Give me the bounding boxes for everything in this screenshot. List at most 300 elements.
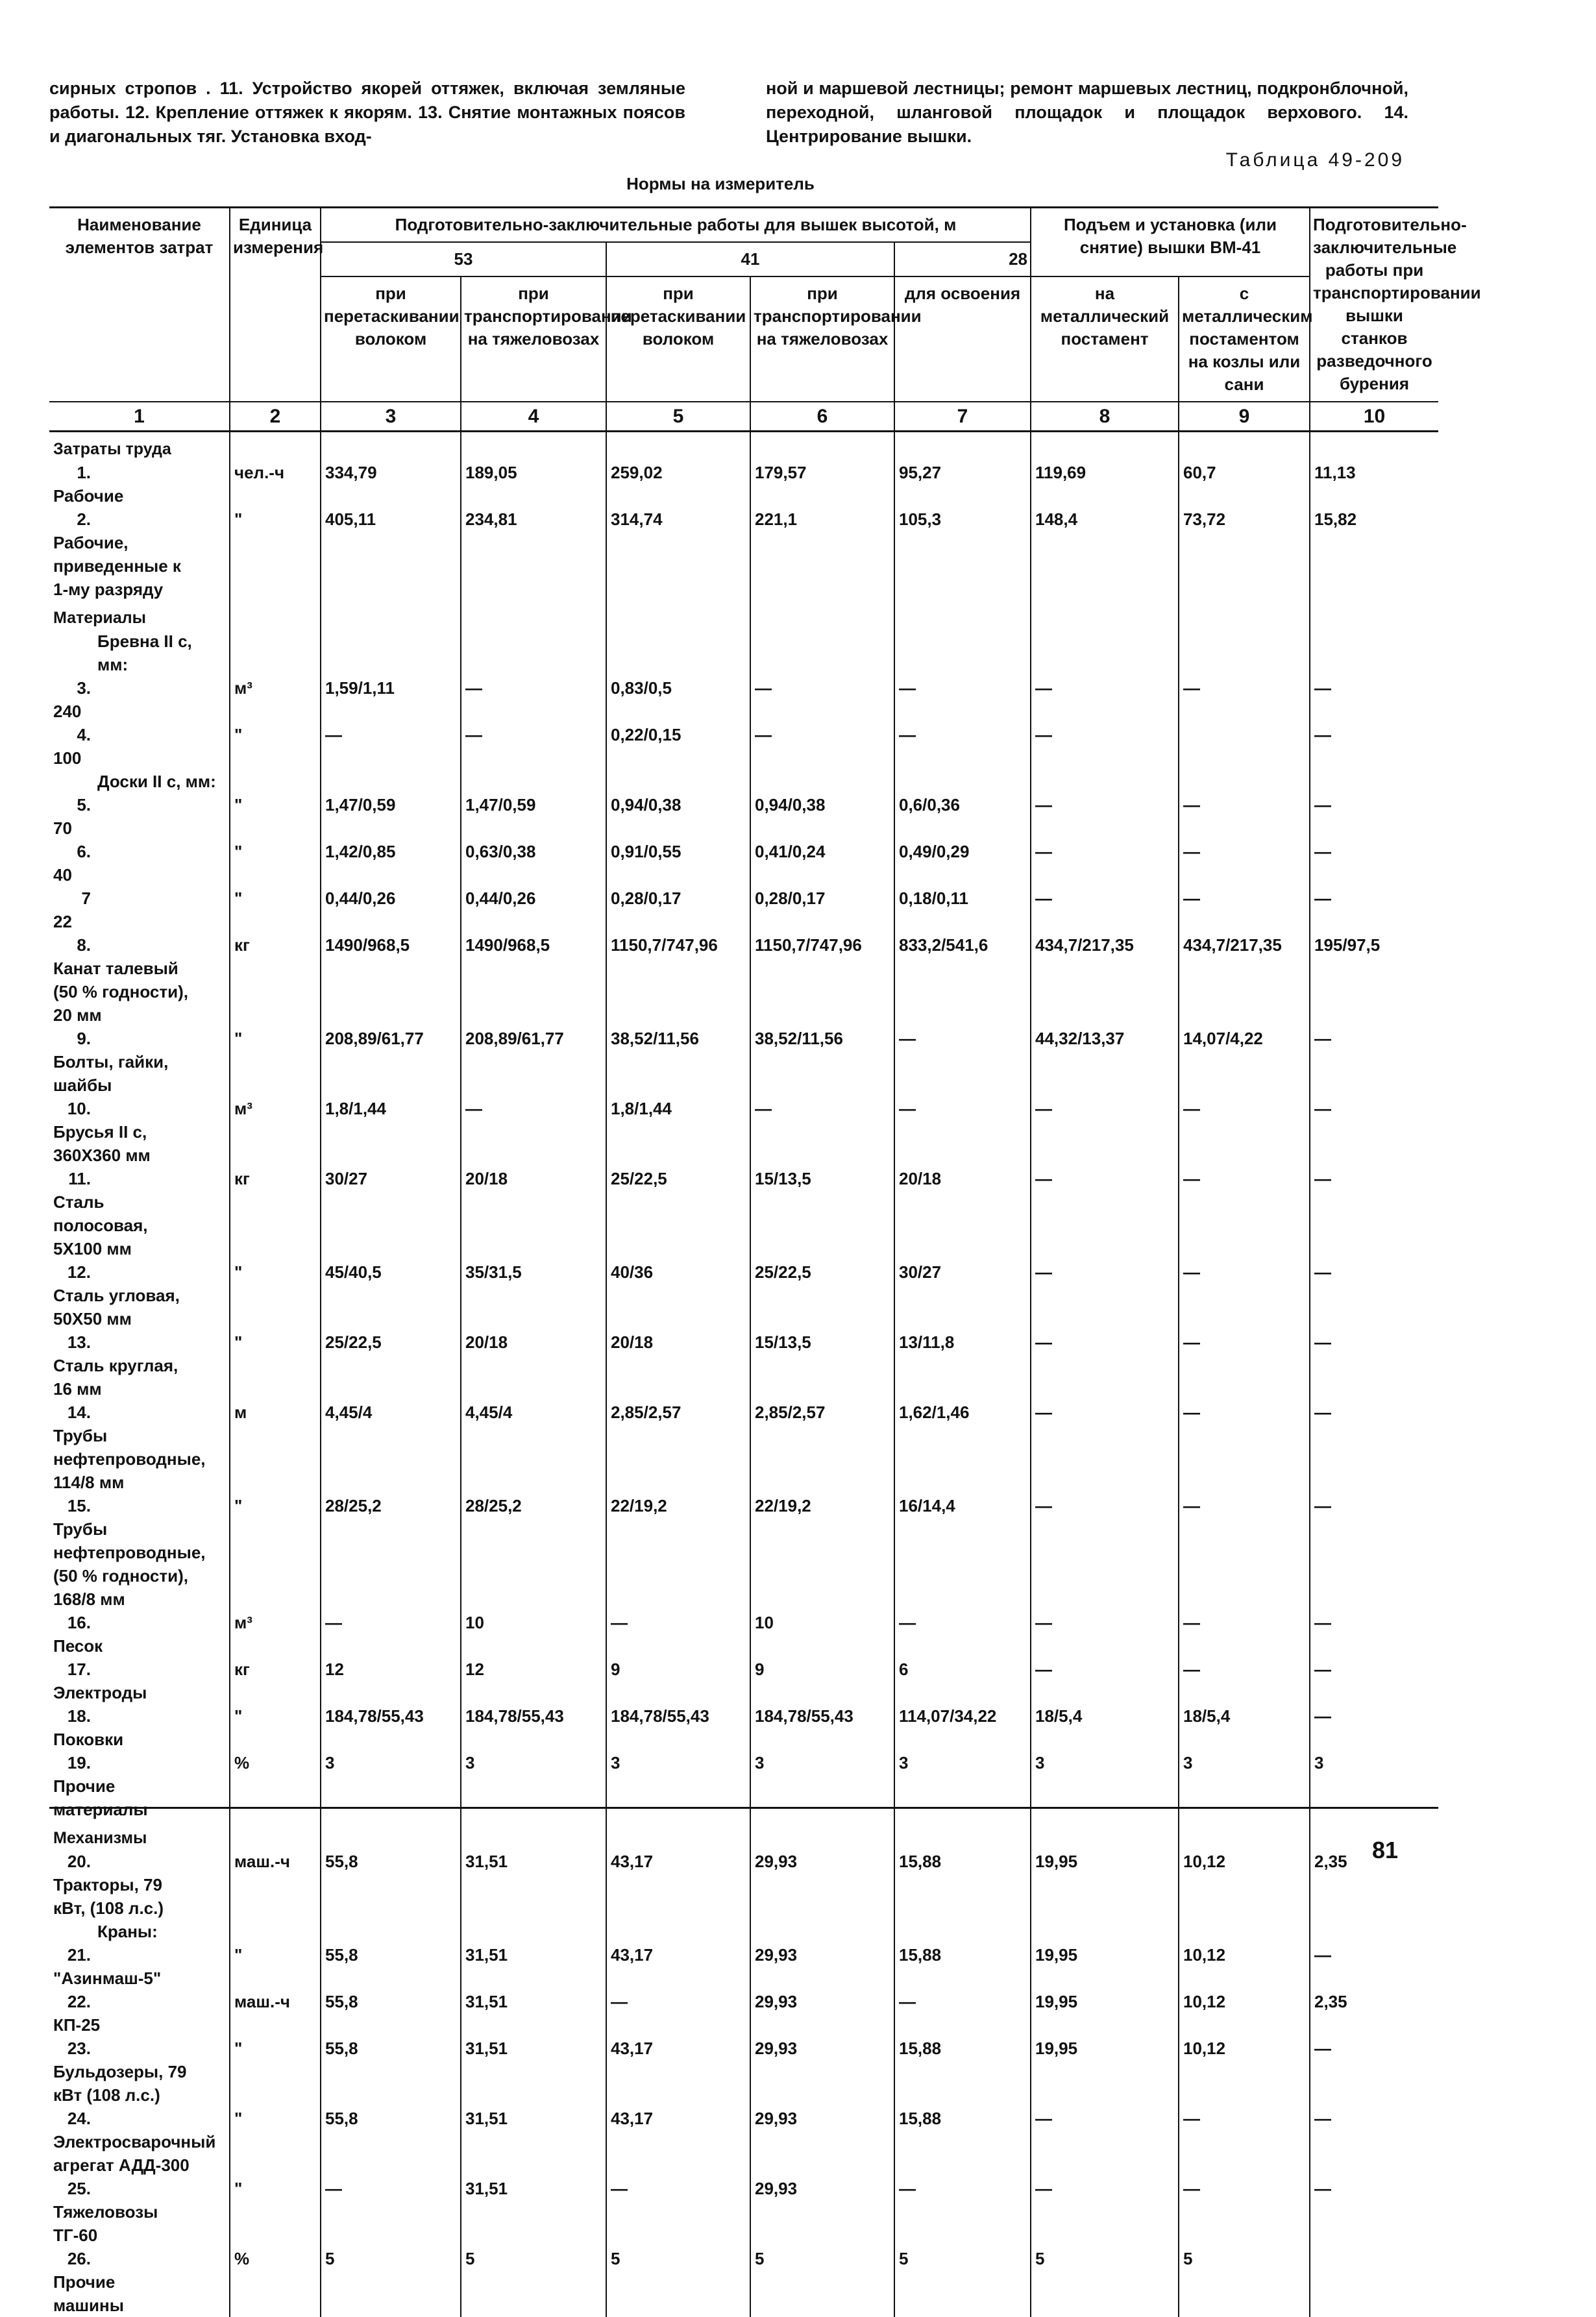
row-unit: " xyxy=(230,1027,321,1097)
row-name: Электросварочный агрегат АДД-300 xyxy=(53,2130,190,2177)
row-value: — xyxy=(461,723,606,770)
header-heavy-53: при транспортировании на тяжеловозах xyxy=(461,276,606,402)
row-value: 15,88 xyxy=(894,1850,1031,1920)
row-number: 4. xyxy=(53,723,91,746)
empty-cell xyxy=(606,770,750,793)
row-name-cell xyxy=(49,2177,230,2247)
row-name-cell xyxy=(49,887,230,933)
row-value: 19,95 xyxy=(1031,1990,1179,2037)
row-value: — xyxy=(1031,676,1179,723)
row-value: 43,17 xyxy=(606,2037,750,2107)
empty-cell xyxy=(461,601,606,630)
row-value: 28/25,2 xyxy=(321,1494,461,1611)
row-name-cell xyxy=(49,1990,230,2037)
row-value: 5 xyxy=(321,2247,461,2317)
row-value: — xyxy=(1031,840,1179,887)
section-heading xyxy=(49,432,230,461)
table-row xyxy=(49,1704,1438,1751)
empty-cell xyxy=(606,630,750,676)
row-value: — xyxy=(894,2177,1031,2247)
empty-cell xyxy=(750,770,894,793)
subsection-heading xyxy=(49,770,230,793)
row-number: 5. xyxy=(53,793,91,816)
row-value: 30/27 xyxy=(894,1260,1031,1330)
table-row xyxy=(49,676,1438,723)
row-value: 119,69 xyxy=(1031,461,1179,508)
row-value: — xyxy=(1310,1658,1438,1704)
table-row xyxy=(49,840,1438,887)
row-value: 13/11,8 xyxy=(894,1330,1031,1401)
row-value: — xyxy=(1031,1401,1179,1494)
row-value xyxy=(1179,723,1310,770)
row-unit: " xyxy=(230,1704,321,1751)
row-unit: " xyxy=(230,1494,321,1611)
row-name: 22 xyxy=(53,910,190,933)
header-unit-column: Единица измерения xyxy=(230,208,321,402)
table-row xyxy=(49,2247,1438,2317)
table-number-label: Таблица 49-209 xyxy=(1226,149,1405,171)
row-value: — xyxy=(606,1611,750,1658)
row-value: — xyxy=(1310,2107,1438,2177)
empty-cell xyxy=(606,1920,750,1943)
norms-table xyxy=(49,206,1438,2317)
empty-cell xyxy=(750,1920,894,1943)
row-unit: " xyxy=(230,2177,321,2247)
row-value: — xyxy=(1031,1658,1179,1704)
empty-cell xyxy=(606,1821,750,1850)
row-value: 0,28/0,17 xyxy=(750,887,894,933)
row-value: 3 xyxy=(750,1751,894,1821)
row-number: 20. xyxy=(53,1850,91,1873)
row-value: — xyxy=(1031,1260,1179,1330)
row-value: 31,51 xyxy=(461,1850,606,1920)
row-value: 2,85/2,57 xyxy=(750,1401,894,1494)
row-value: — xyxy=(1179,1611,1310,1658)
empty-cell xyxy=(461,432,606,461)
row-name: 240 xyxy=(53,700,190,723)
header-height-28: 28 xyxy=(894,242,1031,276)
table-row xyxy=(49,1097,1438,1167)
row-value: — xyxy=(461,676,606,723)
row-name-cell xyxy=(49,1611,230,1658)
empty-cell xyxy=(230,601,321,630)
header-lift-group: Подъем и установка (или снятие) вышки ВМ-41 xyxy=(1031,208,1310,277)
row-value: 3 xyxy=(1310,1751,1438,1821)
row-value: 55,8 xyxy=(321,2037,461,2107)
row-value: — xyxy=(1179,793,1310,840)
row-unit: " xyxy=(230,793,321,840)
row-value: 5 xyxy=(606,2247,750,2317)
row-name: Сталь угловая, 50Х50 мм xyxy=(53,1284,190,1330)
row-unit: м³ xyxy=(230,676,321,723)
row-name: КП-25 xyxy=(53,2013,190,2037)
row-value: 0,44/0,26 xyxy=(461,887,606,933)
table-row xyxy=(49,1850,1438,1920)
row-name: Электроды xyxy=(53,1681,190,1704)
column-number: 1 xyxy=(49,402,230,432)
row-value: 29,93 xyxy=(750,2107,894,2177)
row-value: 5 xyxy=(894,2247,1031,2317)
row-value: 434,7/217,35 xyxy=(1179,933,1310,1027)
row-name-cell xyxy=(49,2247,230,2317)
row-value: 179,57 xyxy=(750,461,894,508)
section-title: Материалы xyxy=(53,609,146,627)
row-value: 29,93 xyxy=(750,1850,894,1920)
empty-cell xyxy=(461,770,606,793)
row-value: 208,89/61,77 xyxy=(461,1027,606,1097)
row-value: 15,88 xyxy=(894,2037,1031,2107)
row-value: 55,8 xyxy=(321,1990,461,2037)
row-name: Трубы нефтепроводные, (50 % годности), 168/8 мм xyxy=(53,1517,190,1611)
row-value: — xyxy=(894,1990,1031,2037)
row-number: 1. xyxy=(53,461,91,484)
row-value: 31,51 xyxy=(461,2107,606,2177)
row-unit: кг xyxy=(230,1658,321,1704)
row-number: 18. xyxy=(53,1704,91,1728)
table-row xyxy=(49,1990,1438,2037)
row-value: — xyxy=(1031,1330,1179,1401)
row-value: 10,12 xyxy=(1179,2037,1310,2107)
row-value: 3 xyxy=(1179,1751,1310,1821)
row-number: 19. xyxy=(53,1751,91,1774)
row-value: 22/19,2 xyxy=(606,1494,750,1611)
row-name: Сталь круглая, 16 мм xyxy=(53,1354,190,1401)
row-name: Поковки xyxy=(53,1728,190,1751)
row-unit: " xyxy=(230,2037,321,2107)
row-value: 0,44/0,26 xyxy=(321,887,461,933)
column-number: 4 xyxy=(461,402,606,432)
row-value: 184,78/55,43 xyxy=(606,1704,750,1751)
bottom-rule xyxy=(49,1807,1438,1809)
row-value: — xyxy=(894,676,1031,723)
row-name: "Азинмаш-5" xyxy=(53,1967,190,1990)
row-value: 43,17 xyxy=(606,1943,750,1990)
empty-cell xyxy=(1179,432,1310,461)
row-value: 184,78/55,43 xyxy=(750,1704,894,1751)
empty-cell xyxy=(1031,432,1179,461)
row-number: 2. xyxy=(53,508,91,531)
row-value: 1,8/1,44 xyxy=(321,1097,461,1167)
empty-cell xyxy=(894,601,1031,630)
empty-cell xyxy=(461,1920,606,1943)
row-value: 25/22,5 xyxy=(750,1260,894,1330)
page-number: 81 xyxy=(1372,1837,1398,1864)
row-value: 1,47/0,59 xyxy=(461,793,606,840)
row-value: 15/13,5 xyxy=(750,1330,894,1401)
row-value: 4,45/4 xyxy=(321,1401,461,1494)
row-value: 15,88 xyxy=(894,2107,1031,2177)
row-number: 23. xyxy=(53,2037,91,2060)
row-value: — xyxy=(1310,1330,1438,1401)
header-prep-group: Подготовительно-заключительные работы для вышек высотой, м xyxy=(321,208,1031,243)
row-unit: " xyxy=(230,508,321,601)
empty-cell xyxy=(230,630,321,676)
row-value: 19,95 xyxy=(1031,2037,1179,2107)
table-row xyxy=(49,1751,1438,1821)
empty-cell xyxy=(1179,1920,1310,1943)
row-unit: " xyxy=(230,840,321,887)
empty-cell xyxy=(321,432,461,461)
row-name-cell xyxy=(49,2037,230,2107)
row-value: 0,83/0,5 xyxy=(606,676,750,723)
row-name-cell xyxy=(49,461,230,508)
row-value: 833,2/541,6 xyxy=(894,933,1031,1027)
column-number: 9 xyxy=(1179,402,1310,432)
row-value: — xyxy=(1179,2177,1310,2247)
row-value: — xyxy=(461,1097,606,1167)
row-value: 3 xyxy=(321,1751,461,1821)
row-value: 1,8/1,44 xyxy=(606,1097,750,1167)
row-value: 3 xyxy=(461,1751,606,1821)
header-last-column: Подготовительно-заключительные работы при транспортировании вышки станков разведочного бурения xyxy=(1310,208,1438,402)
header-heavy-41: при транспортировании на тяжеловозах xyxy=(750,276,894,402)
row-value: — xyxy=(606,1990,750,2037)
row-name-cell xyxy=(49,1704,230,1751)
row-value: 3 xyxy=(606,1751,750,1821)
table-row xyxy=(49,1611,1438,1658)
section-title: Механизмы xyxy=(53,1829,147,1847)
row-number: 9. xyxy=(53,1027,91,1050)
empty-cell xyxy=(321,1821,461,1850)
row-value: 18/5,4 xyxy=(1031,1704,1179,1751)
row-value: 1490/968,5 xyxy=(461,933,606,1027)
empty-cell xyxy=(750,601,894,630)
row-value: — xyxy=(1031,793,1179,840)
row-value: 55,8 xyxy=(321,1943,461,1990)
row-number: 21. xyxy=(53,1943,91,1967)
empty-cell xyxy=(1031,630,1179,676)
row-name: Трубы нефтепроводные, 114/8 мм xyxy=(53,1424,190,1494)
row-value: 43,17 xyxy=(606,2107,750,2177)
row-value: 10,12 xyxy=(1179,1943,1310,1990)
row-value: — xyxy=(1310,1704,1438,1751)
empty-cell xyxy=(230,1821,321,1850)
row-value: — xyxy=(1179,1658,1310,1704)
row-value: 0,28/0,17 xyxy=(606,887,750,933)
row-unit: чел.-ч xyxy=(230,461,321,508)
row-value: 31,51 xyxy=(461,1990,606,2037)
row-number: 3. xyxy=(53,676,91,700)
row-value: 184,78/55,43 xyxy=(321,1704,461,1751)
row-number: 26. xyxy=(53,2247,91,2270)
row-value: 15,88 xyxy=(894,1943,1031,1990)
section-title: Затраты труда xyxy=(53,440,171,458)
row-name-cell xyxy=(49,676,230,723)
row-value: 28/25,2 xyxy=(461,1494,606,1611)
row-value: 0,91/0,55 xyxy=(606,840,750,887)
section-heading xyxy=(49,601,230,630)
row-name-cell xyxy=(49,508,230,601)
row-value: — xyxy=(1310,840,1438,887)
row-value: 434,7/217,35 xyxy=(1031,933,1179,1027)
row-value: 15,82 xyxy=(1310,508,1438,601)
row-value: 38,52/11,56 xyxy=(606,1027,750,1097)
row-number: 13. xyxy=(53,1330,91,1354)
empty-cell xyxy=(230,432,321,461)
empty-cell xyxy=(1031,601,1179,630)
row-value: 44,32/13,37 xyxy=(1031,1027,1179,1097)
column-number: 7 xyxy=(894,402,1031,432)
empty-cell xyxy=(1310,630,1438,676)
empty-cell xyxy=(1179,1821,1310,1850)
row-value: 10,12 xyxy=(1179,1850,1310,1920)
row-value: 43,17 xyxy=(606,1850,750,1920)
row-value: 20/18 xyxy=(461,1330,606,1401)
row-value: — xyxy=(1031,887,1179,933)
table-row xyxy=(49,1330,1438,1401)
row-value: — xyxy=(1179,676,1310,723)
row-value: — xyxy=(1310,1097,1438,1167)
row-unit: " xyxy=(230,887,321,933)
row-value: 2,85/2,57 xyxy=(606,1401,750,1494)
row-value: — xyxy=(321,1611,461,1658)
row-value: 148,4 xyxy=(1031,508,1179,601)
row-number: 24. xyxy=(53,2107,91,2130)
row-value: — xyxy=(1310,1167,1438,1260)
subsection-heading xyxy=(49,1920,230,1943)
row-value xyxy=(1310,2247,1438,2317)
row-value: 11,13 xyxy=(1310,461,1438,508)
empty-cell xyxy=(606,601,750,630)
row-value: 95,27 xyxy=(894,461,1031,508)
row-unit: " xyxy=(230,1943,321,1990)
row-name-cell xyxy=(49,1658,230,1704)
row-value: — xyxy=(1310,2177,1438,2247)
row-unit: " xyxy=(230,1260,321,1330)
row-value: 105,3 xyxy=(894,508,1031,601)
empty-cell xyxy=(321,770,461,793)
subsection-title: Бревна II с, мм: xyxy=(53,630,225,676)
row-value: 189,05 xyxy=(461,461,606,508)
row-name-cell xyxy=(49,933,230,1027)
header-name-column: Наименование элементов затрат xyxy=(49,208,230,402)
row-value: 29,93 xyxy=(750,1990,894,2037)
row-value: 73,72 xyxy=(1179,508,1310,601)
row-value: — xyxy=(1310,887,1438,933)
row-value: 4,45/4 xyxy=(461,1401,606,1494)
row-name: Бульдозеры, 79 кВт (108 л.с.) xyxy=(53,2060,190,2107)
table-row xyxy=(49,1167,1438,1260)
empty-cell xyxy=(461,630,606,676)
header-with-metal: с металлическим постаментом на козлы или сани xyxy=(1179,276,1310,402)
row-value: — xyxy=(1179,1401,1310,1494)
empty-cell xyxy=(894,1821,1031,1850)
row-name: 40 xyxy=(53,863,190,887)
row-number: 25. xyxy=(53,2177,91,2200)
row-name: Рабочие, приведенные к 1-му разряду xyxy=(53,531,190,601)
row-value: 31,51 xyxy=(461,2177,606,2247)
empty-cell xyxy=(1310,601,1438,630)
empty-cell xyxy=(1310,770,1438,793)
row-value: — xyxy=(1310,1401,1438,1494)
subsection-heading xyxy=(49,630,230,676)
row-value: 10 xyxy=(461,1611,606,1658)
row-value: 20/18 xyxy=(894,1167,1031,1260)
row-value: 9 xyxy=(750,1658,894,1704)
header-on-metal: на металлический постамент xyxy=(1031,276,1179,402)
row-unit: % xyxy=(230,2247,321,2317)
table-row xyxy=(49,887,1438,933)
table-row xyxy=(49,1658,1438,1704)
row-value: 0,63/0,38 xyxy=(461,840,606,887)
row-value: — xyxy=(321,723,461,770)
row-value: 55,8 xyxy=(321,2107,461,2177)
column-number: 5 xyxy=(606,402,750,432)
row-value: 0,49/0,29 xyxy=(894,840,1031,887)
empty-cell xyxy=(894,770,1031,793)
row-value: 29,93 xyxy=(750,2037,894,2107)
row-value: — xyxy=(1179,1097,1310,1167)
row-unit: " xyxy=(230,723,321,770)
row-name-cell xyxy=(49,1850,230,1920)
row-value: 60,7 xyxy=(1179,461,1310,508)
row-value: 184,78/55,43 xyxy=(461,1704,606,1751)
intro-text-right: ной и маршевой лестницы; ремонт маршевых лестниц, подкронблочной, переходной, шланговой площадок и площадок верхового. 14. Центрирование вышки. xyxy=(766,77,1408,149)
row-value: — xyxy=(894,723,1031,770)
row-unit: кг xyxy=(230,933,321,1027)
row-value: — xyxy=(1179,1494,1310,1611)
row-value: — xyxy=(606,2177,750,2247)
empty-cell xyxy=(750,1821,894,1850)
row-value: — xyxy=(1310,1260,1438,1330)
table-body xyxy=(49,432,1438,2317)
row-value: 2,35 xyxy=(1310,1850,1438,1920)
empty-cell xyxy=(1031,1920,1179,1943)
row-value: — xyxy=(321,2177,461,2247)
empty-cell xyxy=(1179,630,1310,676)
row-value: — xyxy=(894,1097,1031,1167)
row-name-cell xyxy=(49,1494,230,1611)
row-name-cell xyxy=(49,723,230,770)
row-value: 3 xyxy=(894,1751,1031,1821)
row-value: — xyxy=(1310,1494,1438,1611)
empty-cell xyxy=(606,432,750,461)
intro-text-left: сирных стропов . 11. Устройство якорей оттяжек, включая земляные работы. 12. Крепление оттяжек к якорям. 13. Снятие монтажных поясов и диагональных тяг. Установка вход- xyxy=(49,77,685,149)
row-value: — xyxy=(1179,1167,1310,1260)
row-value: 14,07/4,22 xyxy=(1179,1027,1310,1097)
table-row xyxy=(49,933,1438,1027)
row-unit: м xyxy=(230,1401,321,1494)
row-unit: % xyxy=(230,1751,321,1821)
row-value: — xyxy=(750,1097,894,1167)
subsection-title: Краны: xyxy=(53,1920,158,1943)
row-value: 334,79 xyxy=(321,461,461,508)
header-height-53: 53 xyxy=(321,242,606,276)
row-value: — xyxy=(1031,1494,1179,1611)
row-value: 259,02 xyxy=(606,461,750,508)
table-row xyxy=(49,793,1438,840)
row-value: 114,07/34,22 xyxy=(894,1704,1031,1751)
row-value: 195/97,5 xyxy=(1310,933,1438,1027)
row-value: 25/22,5 xyxy=(321,1330,461,1401)
row-value: — xyxy=(1031,1611,1179,1658)
row-value: — xyxy=(1310,793,1438,840)
row-name: 100 xyxy=(53,746,190,770)
table-row xyxy=(49,2177,1438,2247)
row-name: Канат талевый (50 % годности), 20 мм xyxy=(53,957,190,1027)
empty-cell xyxy=(1310,1920,1438,1943)
row-value: — xyxy=(1031,2177,1179,2247)
row-name-cell xyxy=(49,1097,230,1167)
empty-cell xyxy=(1031,1821,1179,1850)
row-name-cell xyxy=(49,1027,230,1097)
empty-cell xyxy=(1179,770,1310,793)
row-value: 5 xyxy=(750,2247,894,2317)
row-name-cell xyxy=(49,840,230,887)
row-value: — xyxy=(1031,1097,1179,1167)
row-name-cell xyxy=(49,1330,230,1401)
header-drag-53: при перетаскивании волоком xyxy=(321,276,461,402)
